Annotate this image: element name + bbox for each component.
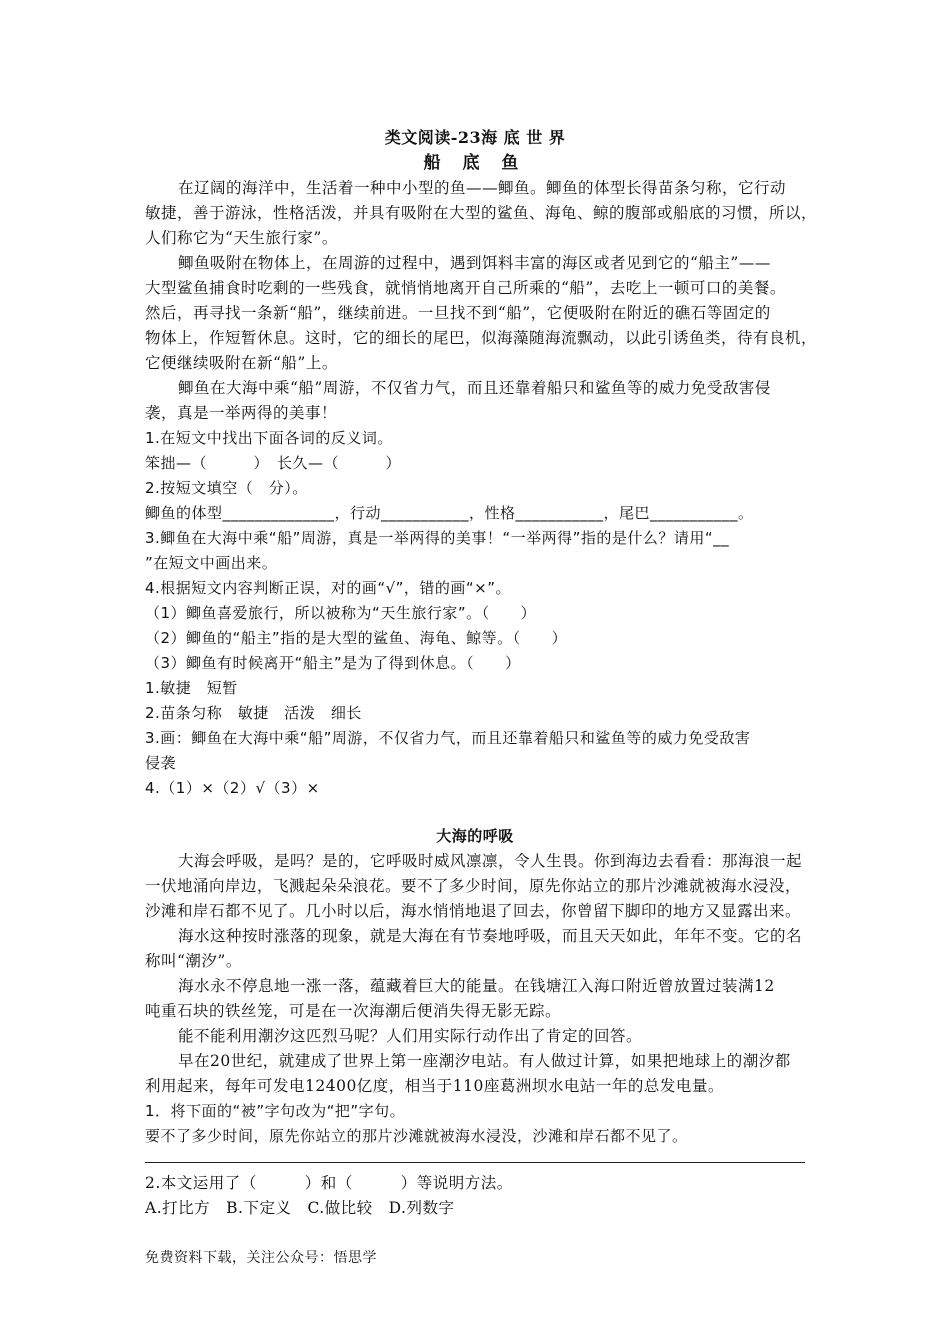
- s1-question-4-item: （3）鲫鱼有时候离开“船主”是为了得到休息。（ ）: [145, 654, 521, 672]
- s1-p2-line: 然后，再寻找一条新“船”，继续前进。一旦找不到“船”，它便吸附在附近的礁石等固定的: [145, 304, 771, 322]
- s1-p2-line: 鲫鱼吸附在物体上，在周游的过程中，遇到饵料丰富的海区或者见到它的“船主”——: [178, 254, 771, 272]
- s2-question-1-sentence: 要不了多少时间，原先你站立的那片沙滩就被海水浸没，沙滩和岸石都不见了。: [145, 1127, 688, 1145]
- s1-p1-line: 敏捷，善于游泳，性格活泼，并具有吸附在大型的鲨鱼、海龟、鲸的腹部或船底的习惯，所以，: [145, 204, 818, 222]
- s1-p3-line: 鲫鱼在大海中乘“船”周游，不仅省力气，而且还靠着船只和鲨鱼等的威力免受敌害侵: [178, 379, 771, 397]
- s2-p1-line: 大海会呼吸，是吗？是的，它呼吸时威风凛凛，令人生畏。你到海边去看看：那海浪一起: [178, 852, 803, 870]
- s2-p2-line: 海水这种按时涨落的现象，就是大海在有节奏地呼吸，而且天天如此，年年不变。它的名: [178, 927, 803, 945]
- s1-question-4-item: （1）鲫鱼喜爱旅行，所以被称为“天生旅行家”。（ ）: [145, 604, 537, 622]
- s1-question-1-blanks: 笨拙—（ ） 长久—（ ）: [145, 454, 402, 472]
- s1-answer: 4.（1）×（2）√（3）×: [145, 779, 320, 797]
- s2-p5-line: 早在20世纪，就建成了世界上第一座潮汐电站。有人做过计算，如果把地球上的潮汐都: [178, 1052, 791, 1070]
- s1-question-3: 3.鲫鱼在大海中乘“船”周游，真是一举两得的美事！“一举两得”指的是什么？请用“__: [145, 529, 730, 547]
- s1-question-2: 2.按短文填空（ 分）。: [145, 479, 308, 497]
- s1-p3-line: 袭，真是一举两得的美事！: [145, 404, 338, 422]
- s1-question-4-item: （2）鲫鱼的“船主”指的是大型的鲨鱼、海龟、鲸等。（ ）: [145, 629, 568, 647]
- s2-p5-line: 利用起来，每年可发电12400亿度，相当于110座葛洲坝水电站一年的总发电量。: [145, 1077, 724, 1095]
- s1-p1-line: 在辽阔的海洋中，生活着一种中小型的鱼——鲫鱼。鲫鱼的体型长得苗条匀称，它行动: [178, 179, 787, 197]
- answer-line: [145, 1162, 805, 1163]
- s2-p1-line: 沙滩和岸石都不见了。几小时以后，海水悄悄地退了回去，你曾留下脚印的地方又显露出来。: [145, 902, 802, 920]
- s1-question-4: 4.根据短文内容判断正误，对的画“√”，错的画“×”。: [145, 579, 512, 597]
- s1-answer: 2.苗条匀称 敏捷 活泼 细长: [145, 704, 362, 722]
- s1-question-2-blanks: 鲫鱼的体型______________，行动___________，性格___________，尾巴___________。: [145, 504, 754, 522]
- s2-p3-line: 海水永不停息地一涨一落，蕴藏着巨大的能量。在钱塘江入海口附近曾放置过装满12: [178, 977, 775, 995]
- s1-answer: 侵袭: [145, 754, 177, 772]
- document-title: 类文阅读-23海 底 世 界: [384, 128, 566, 147]
- s2-question-2: 2.本文运用了（ ）和（ ）等说明方法。: [145, 1174, 513, 1192]
- s2-p4-line: 能不能利用潮汐这匹烈马呢？人们用实际行动作出了肯定的回答。: [178, 1027, 643, 1045]
- s2-question-2-options: A.打比方 B.下定义 C.做比较 D.列数字: [145, 1199, 455, 1217]
- footer-note: 免费资料下载，关注公众号：悟思学: [145, 1250, 377, 1266]
- s2-p2-line: 称叫“潮汐”。: [145, 952, 242, 970]
- s1-answer: 1.敏捷 短暂: [145, 679, 238, 697]
- s2-question-1: 1．将下面的“被”字句改为“把”字句。: [145, 1102, 406, 1120]
- s1-p2-line: 它便继续吸附在新“船”上。: [145, 354, 338, 372]
- s1-answer: 3.画：鲫鱼在大海中乘“船”周游，不仅省力气，而且还靠着船只和鲨鱼等的威力免受敌害: [145, 729, 751, 747]
- s1-p2-line: 大型鲨鱼捕食时吃剩的一些残食，就悄悄地离开自己所乘的“船”，去吃上一顿可口的美餐。: [145, 279, 786, 297]
- s1-p2-line: 物体上，作短暂休息。这时，它的细长的尾巴，似海藻随海流飘动，以此引诱鱼类，待有良机，: [145, 329, 818, 347]
- s1-question-3-cont: ”在短文中画出来。: [145, 554, 278, 572]
- s1-p1-line: 人们称它为“天生旅行家”。: [145, 229, 338, 247]
- section2-heading: 大海的呼吸: [436, 827, 514, 845]
- s2-p3-line: 吨重石块的铁丝笼，可是在一次海潮后便消失得无影无踪。: [145, 1002, 562, 1020]
- s1-question-1: 1.在短文中找出下面各词的反义词。: [145, 429, 393, 447]
- section1-heading: 船 底 鱼: [423, 153, 527, 173]
- s2-p1-line: 一伏地涌向岸边，飞溅起朵朵浪花。要不了多少时间，原先你站立的那片沙滩就被海水浸没，: [145, 877, 802, 895]
